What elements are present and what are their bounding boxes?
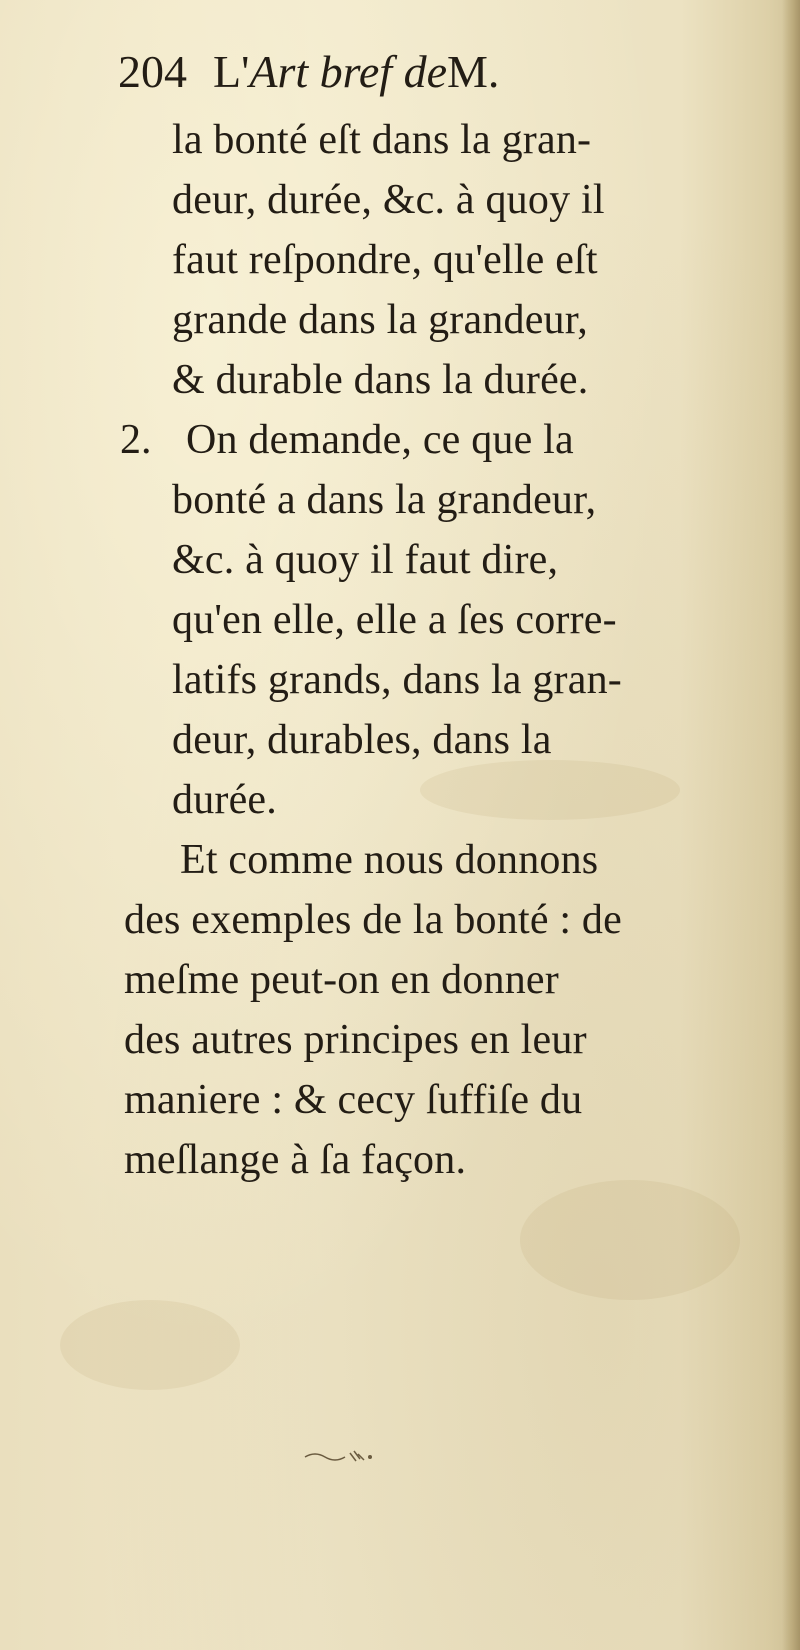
running-title-prefix: L' [213,46,250,97]
text-line: faut reſpondre, qu'elle eſt [172,237,598,283]
paper-stain [60,1300,240,1390]
page-number: 204 [118,46,187,97]
text-line: deur, durée, &c. à quoy il [172,177,605,223]
text-line: qu'en elle, elle a ſes corre- [172,597,617,643]
text-line: &c. à quoy il faut dire, [172,537,559,583]
paper-stain [420,760,680,820]
text-line: meſme peut-on en donner [124,957,559,1003]
running-header [118,42,499,102]
text-line: bonté a dans la grandeur, [172,477,597,523]
text-line: des autres principes en leur [124,1017,587,1063]
text-line: des exemples de la bonté : de [124,897,622,943]
text-line: deur, durables, dans la [172,717,552,763]
text-line: la bonté eſt dans la gran- [172,117,592,163]
text-line: grande dans la grandeur, [172,297,588,343]
running-title-suffix: M. [446,46,500,97]
text-line: durée. [172,777,277,823]
running-title-italic: Art bref de [249,46,447,97]
text-line: maniere : & cecy ſuffiſe du [124,1077,583,1123]
text-line: On demande, ce que la [186,417,574,463]
text-line: latifs grands, dans la gran- [172,657,622,703]
ornament-mark [300,1445,380,1465]
text-line: meſlange à ſa façon. [124,1137,467,1183]
paper-stain [520,1180,740,1300]
text-line: & durable dans la durée. [172,357,589,403]
text-line: Et comme nous donnons [180,837,599,883]
running-title [213,42,499,102]
page-edge-shadow [782,0,800,1650]
item-number: 2. [120,417,152,463]
